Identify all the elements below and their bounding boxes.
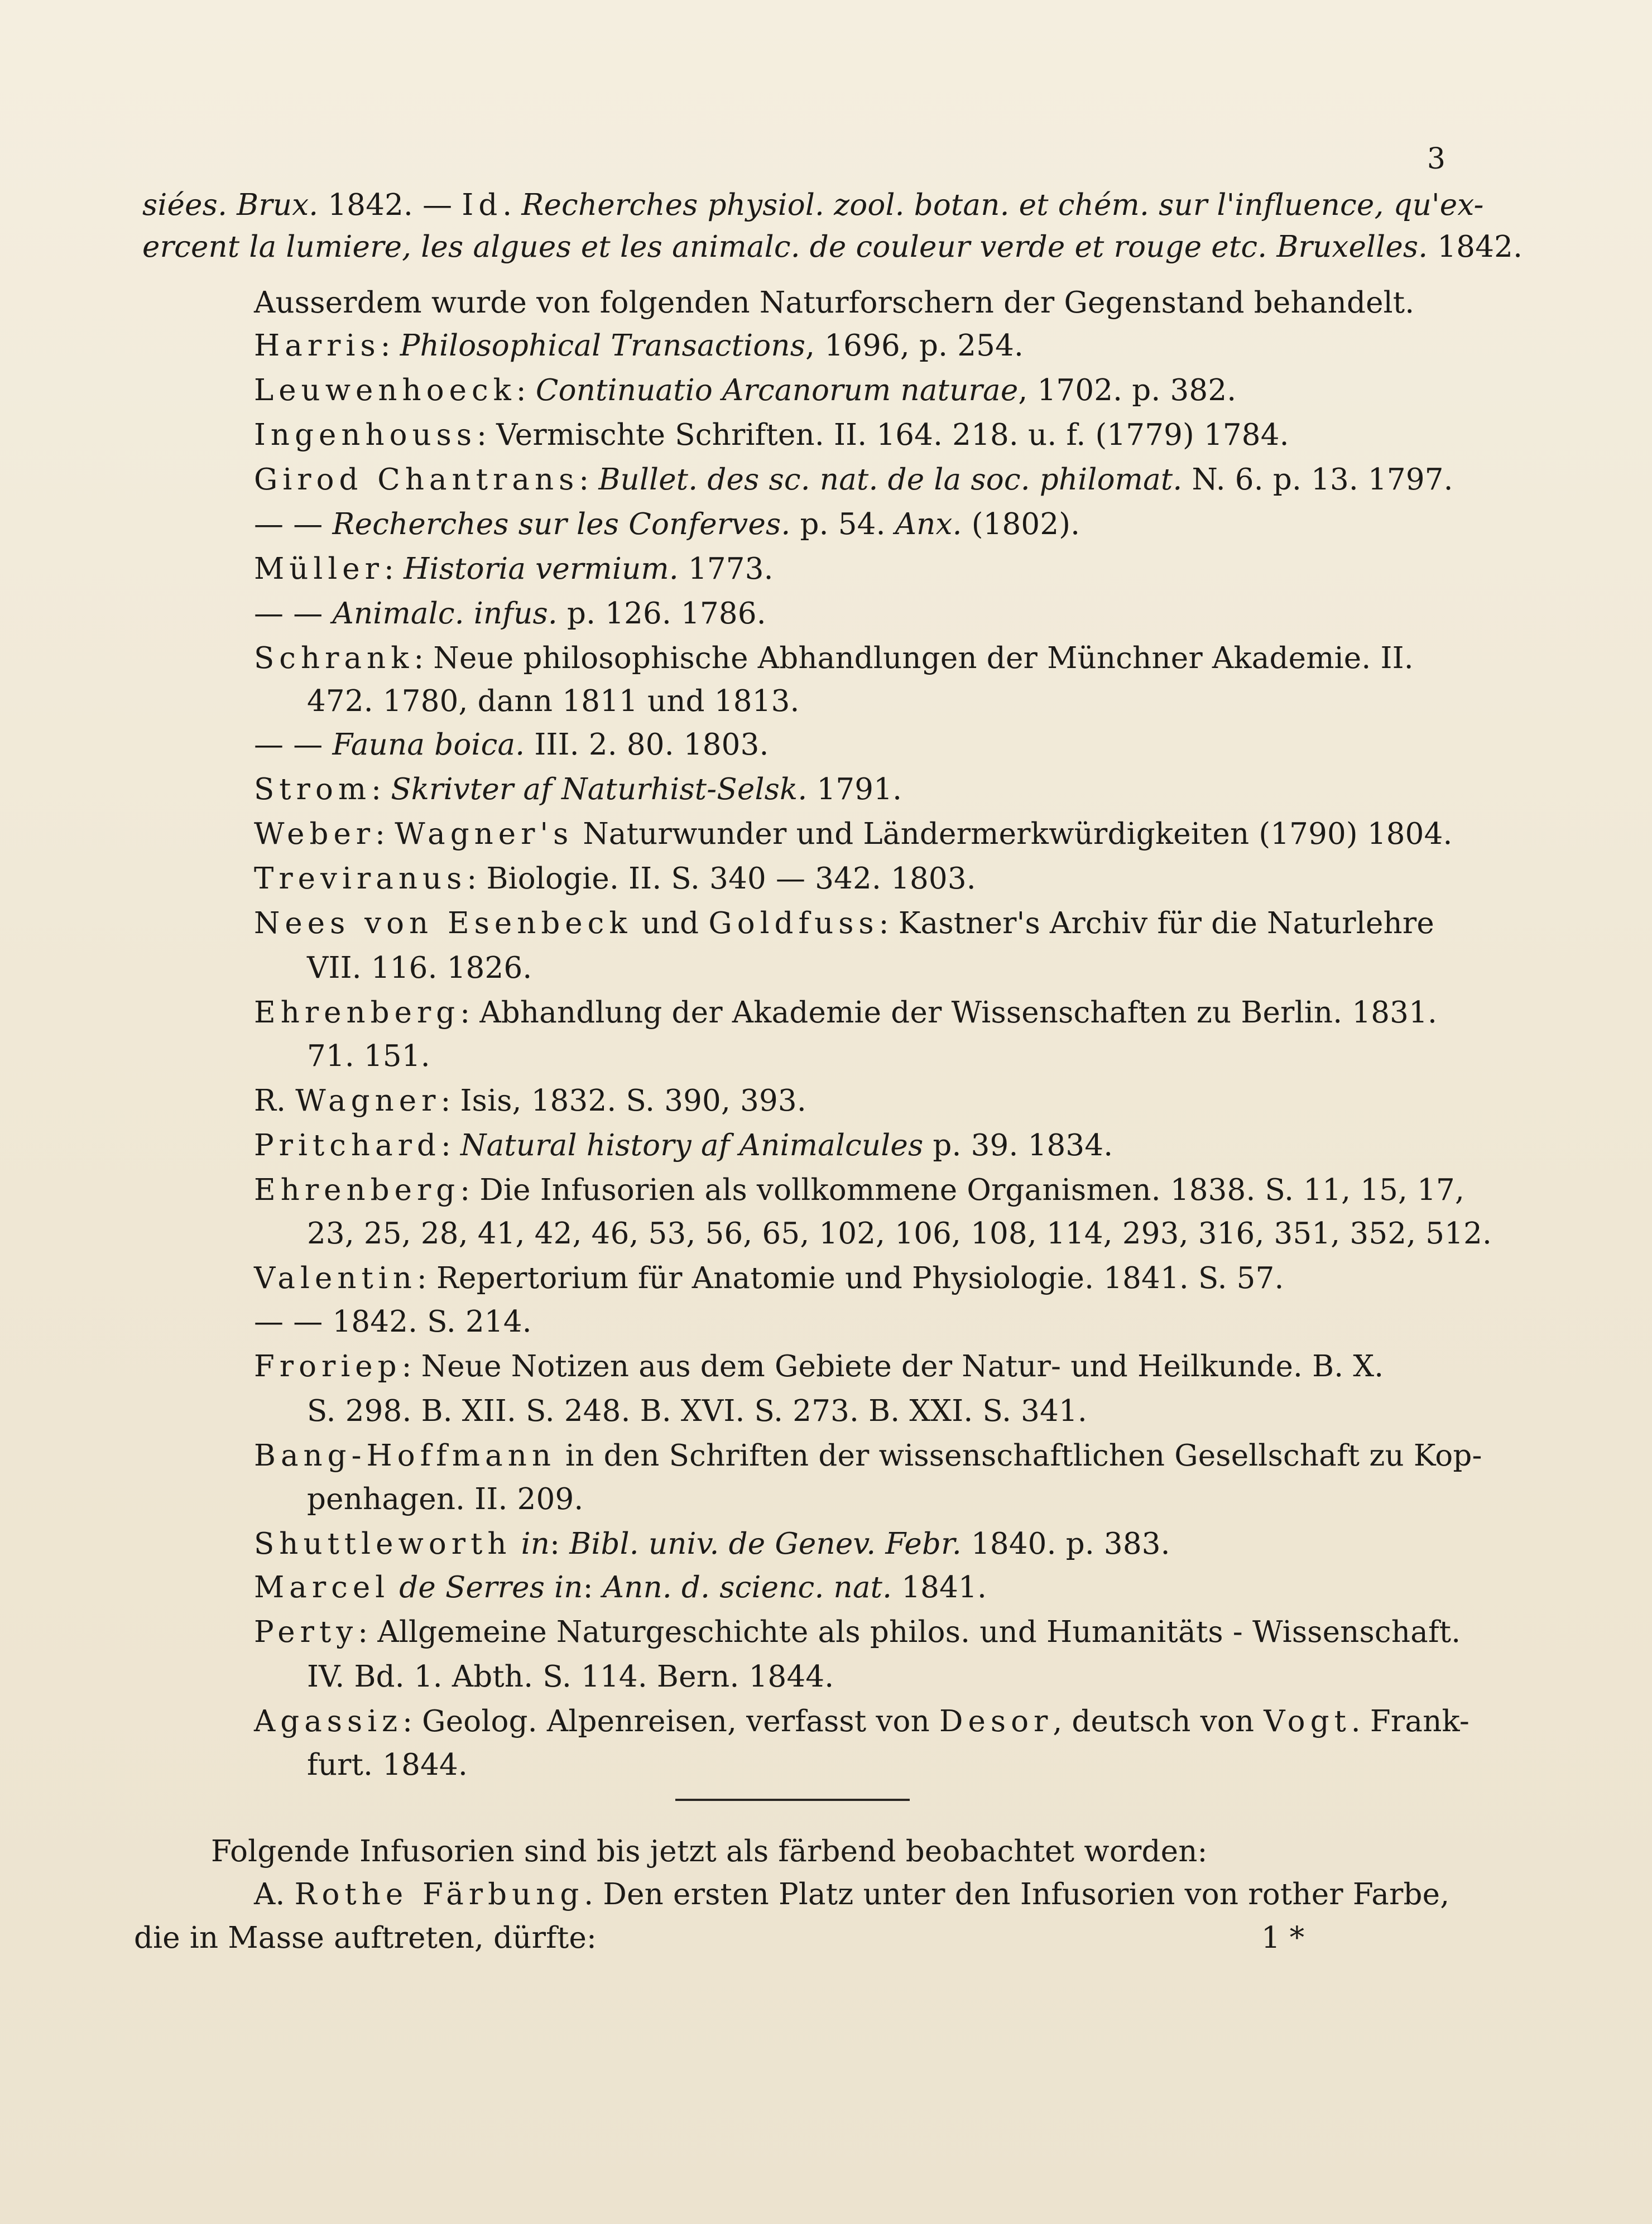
author-name: Nees von Esenbeck bbox=[254, 906, 632, 940]
author-name: Ehrenberg bbox=[254, 996, 460, 1030]
text-run: : Neue Notizen aus dem Gebiete der Natur- und Heilkunde. B. X. bbox=[401, 1349, 1384, 1384]
text-run: : Neue philosophische Abhandlungen der Münchner Akademie. II. bbox=[414, 641, 1414, 675]
italic-title: Fauna boica. bbox=[332, 728, 525, 762]
italic-title: Continuatio Arcanorum naturae bbox=[535, 373, 1019, 407]
text-run: : Repertorium für Anatomie und Physiologie. 1841. S. 57. bbox=[416, 1261, 1284, 1295]
author-name: Müller bbox=[254, 552, 385, 586]
text-run: — — bbox=[254, 507, 333, 541]
italic-title: siées. Brux. bbox=[142, 188, 319, 222]
bibliography-entry bbox=[254, 1702, 1469, 1741]
text-run: 1791. bbox=[807, 772, 902, 806]
bibliography-entry bbox=[254, 460, 1453, 499]
bibliography-entry bbox=[254, 993, 1437, 1032]
page-number: 3 bbox=[1427, 142, 1446, 176]
text-run: : Geolog. Alpenreisen, verfasst von bbox=[402, 1704, 940, 1738]
text-run: 472. 1780, dann 1811 und 1813. bbox=[307, 684, 800, 718]
text-line bbox=[142, 186, 1484, 225]
text-run: : bbox=[380, 329, 400, 363]
bibliography-continuation bbox=[307, 1746, 468, 1785]
author-name: Weber bbox=[254, 817, 376, 851]
author-name: Vogt bbox=[1264, 1704, 1351, 1738]
text-run: 71. 151. bbox=[307, 1039, 430, 1073]
bibliography-entry bbox=[254, 1259, 1284, 1298]
author-name: Valentin bbox=[254, 1261, 417, 1295]
text-run: 23, 25, 28, 41, 42, 46, 53, 56, 65, 102, 106, 108, 114, 293, 316, 351, 352, 512. bbox=[307, 1217, 1492, 1251]
bibliography-continuation bbox=[307, 949, 532, 988]
author-name: Ingenhouss bbox=[254, 418, 477, 452]
text-run: : bbox=[579, 463, 599, 497]
text-line bbox=[254, 284, 1414, 323]
text-run: — — bbox=[254, 597, 333, 631]
text-run: : Kastner's Archiv für die Naturlehre bbox=[878, 906, 1434, 940]
text-run: R. bbox=[254, 1084, 296, 1118]
bibliography-entry bbox=[254, 904, 1434, 943]
text-run: penhagen. II. 209. bbox=[307, 1482, 584, 1516]
text-run: — — 1842. S. 214. bbox=[254, 1305, 532, 1339]
author-name: Marcel bbox=[254, 1570, 390, 1605]
bibliography-continuation bbox=[307, 1037, 430, 1076]
italic-title: Natural history af Animalcules bbox=[460, 1128, 924, 1163]
author-name: Leuwenhoeck bbox=[254, 373, 516, 407]
italic-title: Animalc. infus. bbox=[332, 597, 558, 631]
bibliography-continuation bbox=[307, 1480, 583, 1519]
text-run: p. 54. bbox=[790, 507, 895, 541]
text-run: 1842. bbox=[1428, 230, 1523, 264]
bibliography-continuation bbox=[307, 1392, 1087, 1431]
text-run: III. 2. 80. 1803. bbox=[525, 728, 769, 762]
author-name: Girod Chantrans bbox=[254, 463, 579, 497]
author-name: Agassiz bbox=[254, 1704, 403, 1738]
italic-title: Anx. bbox=[895, 507, 962, 541]
text-run: , 1696, p. 254. bbox=[805, 329, 1024, 363]
text-run: (1802). bbox=[962, 507, 1080, 541]
italic-title: ercent la lumiere, les algues et les animalc. de couleur verde et rouge etc. Bruxelles. bbox=[142, 230, 1428, 264]
text-run bbox=[390, 1570, 399, 1605]
bibliography-entry bbox=[254, 505, 1080, 544]
author-name: Shuttleworth bbox=[254, 1527, 512, 1561]
text-run: S. 298. B. XII. S. 248. B. XVI. S. 273. B. XXI. S. 341. bbox=[307, 1394, 1087, 1428]
author-name: Harris bbox=[254, 329, 381, 363]
bibliography-entry bbox=[254, 416, 1289, 455]
bibliography-entry bbox=[254, 1568, 987, 1607]
author-name: Perty bbox=[254, 1615, 358, 1649]
italic-title: in bbox=[521, 1527, 550, 1561]
text-run: VII. 116. 1826. bbox=[307, 951, 532, 985]
italic-title: Recherches physiol. zool. botan. et chém. sur l'influence, qu'ex- bbox=[521, 188, 1484, 222]
author-name: Froriep bbox=[254, 1349, 402, 1384]
bibliography-entry bbox=[254, 1171, 1464, 1210]
bibliography-entry bbox=[254, 639, 1414, 678]
italic-title: Philosophical Transactions bbox=[400, 329, 806, 363]
text-run: in den Schriften der wissenschaftlichen Gesellschaft zu Kop- bbox=[556, 1439, 1482, 1473]
text-run: : Die Infusorien als vollkommene Organismen. 1838. S. 11, 15, 17, bbox=[460, 1173, 1465, 1207]
italic-title: Historia vermium. bbox=[404, 552, 679, 586]
bibliography-entry bbox=[254, 371, 1236, 410]
text-run: IV. Bd. 1. Abth. S. 114. Bern. 1844. bbox=[307, 1660, 834, 1694]
text-run: 1841. bbox=[892, 1570, 987, 1605]
signature-mark: 1 * bbox=[1261, 1921, 1305, 1955]
text-run: : bbox=[440, 1128, 461, 1163]
text-run: 1773. bbox=[678, 552, 774, 586]
text-run: p. 39. 1834. bbox=[923, 1128, 1113, 1163]
text-line bbox=[142, 228, 1523, 267]
text-run: , deutsch von bbox=[1053, 1704, 1264, 1738]
paragraph-line bbox=[211, 1832, 1208, 1871]
author-name: Strom bbox=[254, 772, 372, 806]
text-run: N. 6. p. 13. 1797. bbox=[1182, 463, 1453, 497]
text-run: A. bbox=[254, 1877, 295, 1911]
bibliography-entry bbox=[254, 859, 976, 899]
italic-title: Bibl. univ. de Genev. Febr. bbox=[569, 1527, 962, 1561]
text-run: Naturwunder und Ländermerkwürdigkeiten (1790) 1804. bbox=[573, 817, 1453, 851]
author-name: Id bbox=[462, 188, 503, 222]
bibliography-entry bbox=[254, 1613, 1461, 1652]
paragraph-line bbox=[134, 1919, 597, 1958]
bibliography-entry bbox=[254, 1347, 1384, 1386]
bibliography-entry bbox=[254, 1303, 532, 1342]
author-name: Wagner bbox=[295, 1084, 441, 1118]
author-name: Schrank bbox=[254, 641, 414, 675]
text-run: 1842. — bbox=[318, 188, 462, 222]
bibliography-entry bbox=[254, 1082, 806, 1121]
bibliography-entry bbox=[254, 550, 774, 589]
text-run: . bbox=[502, 188, 522, 222]
text-run bbox=[512, 1527, 521, 1561]
italic-title: Bullet. des sc. nat. de la soc. philomat. bbox=[598, 463, 1183, 497]
bibliography-entry bbox=[254, 594, 766, 633]
author-name: Bang-Hoffmann bbox=[254, 1439, 556, 1473]
bibliography-continuation bbox=[307, 1214, 1492, 1253]
text-run: und bbox=[632, 906, 709, 940]
author-name: Desor bbox=[939, 1704, 1053, 1738]
author-name: Treviranus bbox=[254, 862, 467, 896]
text-run: : Abhandlung der Akademie der Wissenschaften zu Berlin. 1831. bbox=[460, 996, 1438, 1030]
bibliography-entry bbox=[254, 1525, 1170, 1564]
text-run: , 1702. p. 382. bbox=[1018, 373, 1237, 407]
italic-title: Recherches sur les Conferves. bbox=[332, 507, 791, 541]
text-run: Folgende Infusorien sind bis jetzt als färbend beobachtet worden: bbox=[211, 1834, 1208, 1868]
text-run: die in Masse auftreten, dürfte: bbox=[134, 1921, 597, 1955]
bibliography-continuation bbox=[307, 682, 800, 721]
section-divider bbox=[675, 1799, 910, 1801]
text-run: furt. 1844. bbox=[307, 1748, 468, 1782]
author-name: Goldfuss bbox=[708, 906, 879, 940]
italic-title: Ann. d. scienc. nat. bbox=[602, 1570, 892, 1605]
text-run: : bbox=[550, 1527, 570, 1561]
text-run: : bbox=[516, 373, 536, 407]
text-run: 1840. p. 383. bbox=[961, 1527, 1170, 1561]
paragraph-line bbox=[254, 1875, 1449, 1914]
bibliography-entry bbox=[254, 770, 902, 809]
italic-title: de Serres in bbox=[399, 1570, 583, 1605]
author-name: Ehrenberg bbox=[254, 1173, 460, 1207]
bibliography-entry bbox=[254, 1437, 1482, 1476]
bibliography-entry bbox=[254, 326, 1024, 366]
author-name: Rothe Färbung bbox=[294, 1877, 584, 1911]
text-run: : bbox=[375, 817, 395, 851]
author-name: Wagner's bbox=[395, 817, 574, 851]
bibliography-entry bbox=[254, 1126, 1113, 1165]
text-run: : bbox=[371, 772, 391, 806]
text-run: — — bbox=[254, 728, 333, 762]
bibliography-entry bbox=[254, 726, 769, 765]
text-run: . Frank- bbox=[1351, 1704, 1470, 1738]
bibliography-continuation bbox=[307, 1658, 834, 1697]
author-name: Pritchard bbox=[254, 1128, 441, 1163]
text-run: p. 126. 1786. bbox=[557, 597, 766, 631]
bibliography-entry bbox=[254, 815, 1453, 854]
text-run: : Allgemeine Naturgeschichte als philos. und Humanitäts - Wissenschaft. bbox=[358, 1615, 1461, 1649]
text-run: : Biologie. II. S. 340 — 342. 1803. bbox=[467, 862, 976, 896]
text-run: . Den ersten Platz unter den Infusorien von rother Farbe, bbox=[584, 1877, 1450, 1911]
text-run: : bbox=[384, 552, 404, 586]
italic-title: Skrivter af Naturhist-Selsk. bbox=[391, 772, 808, 806]
text-run: : bbox=[583, 1570, 603, 1605]
text-run: : Vermischte Schriften. II. 164. 218. u. f. (1779) 1784. bbox=[477, 418, 1289, 452]
text-run: : Isis, 1832. S. 390, 393. bbox=[440, 1084, 806, 1118]
text-run: Ausserdem wurde von folgenden Naturforschern der Gegenstand behandelt. bbox=[254, 286, 1415, 320]
